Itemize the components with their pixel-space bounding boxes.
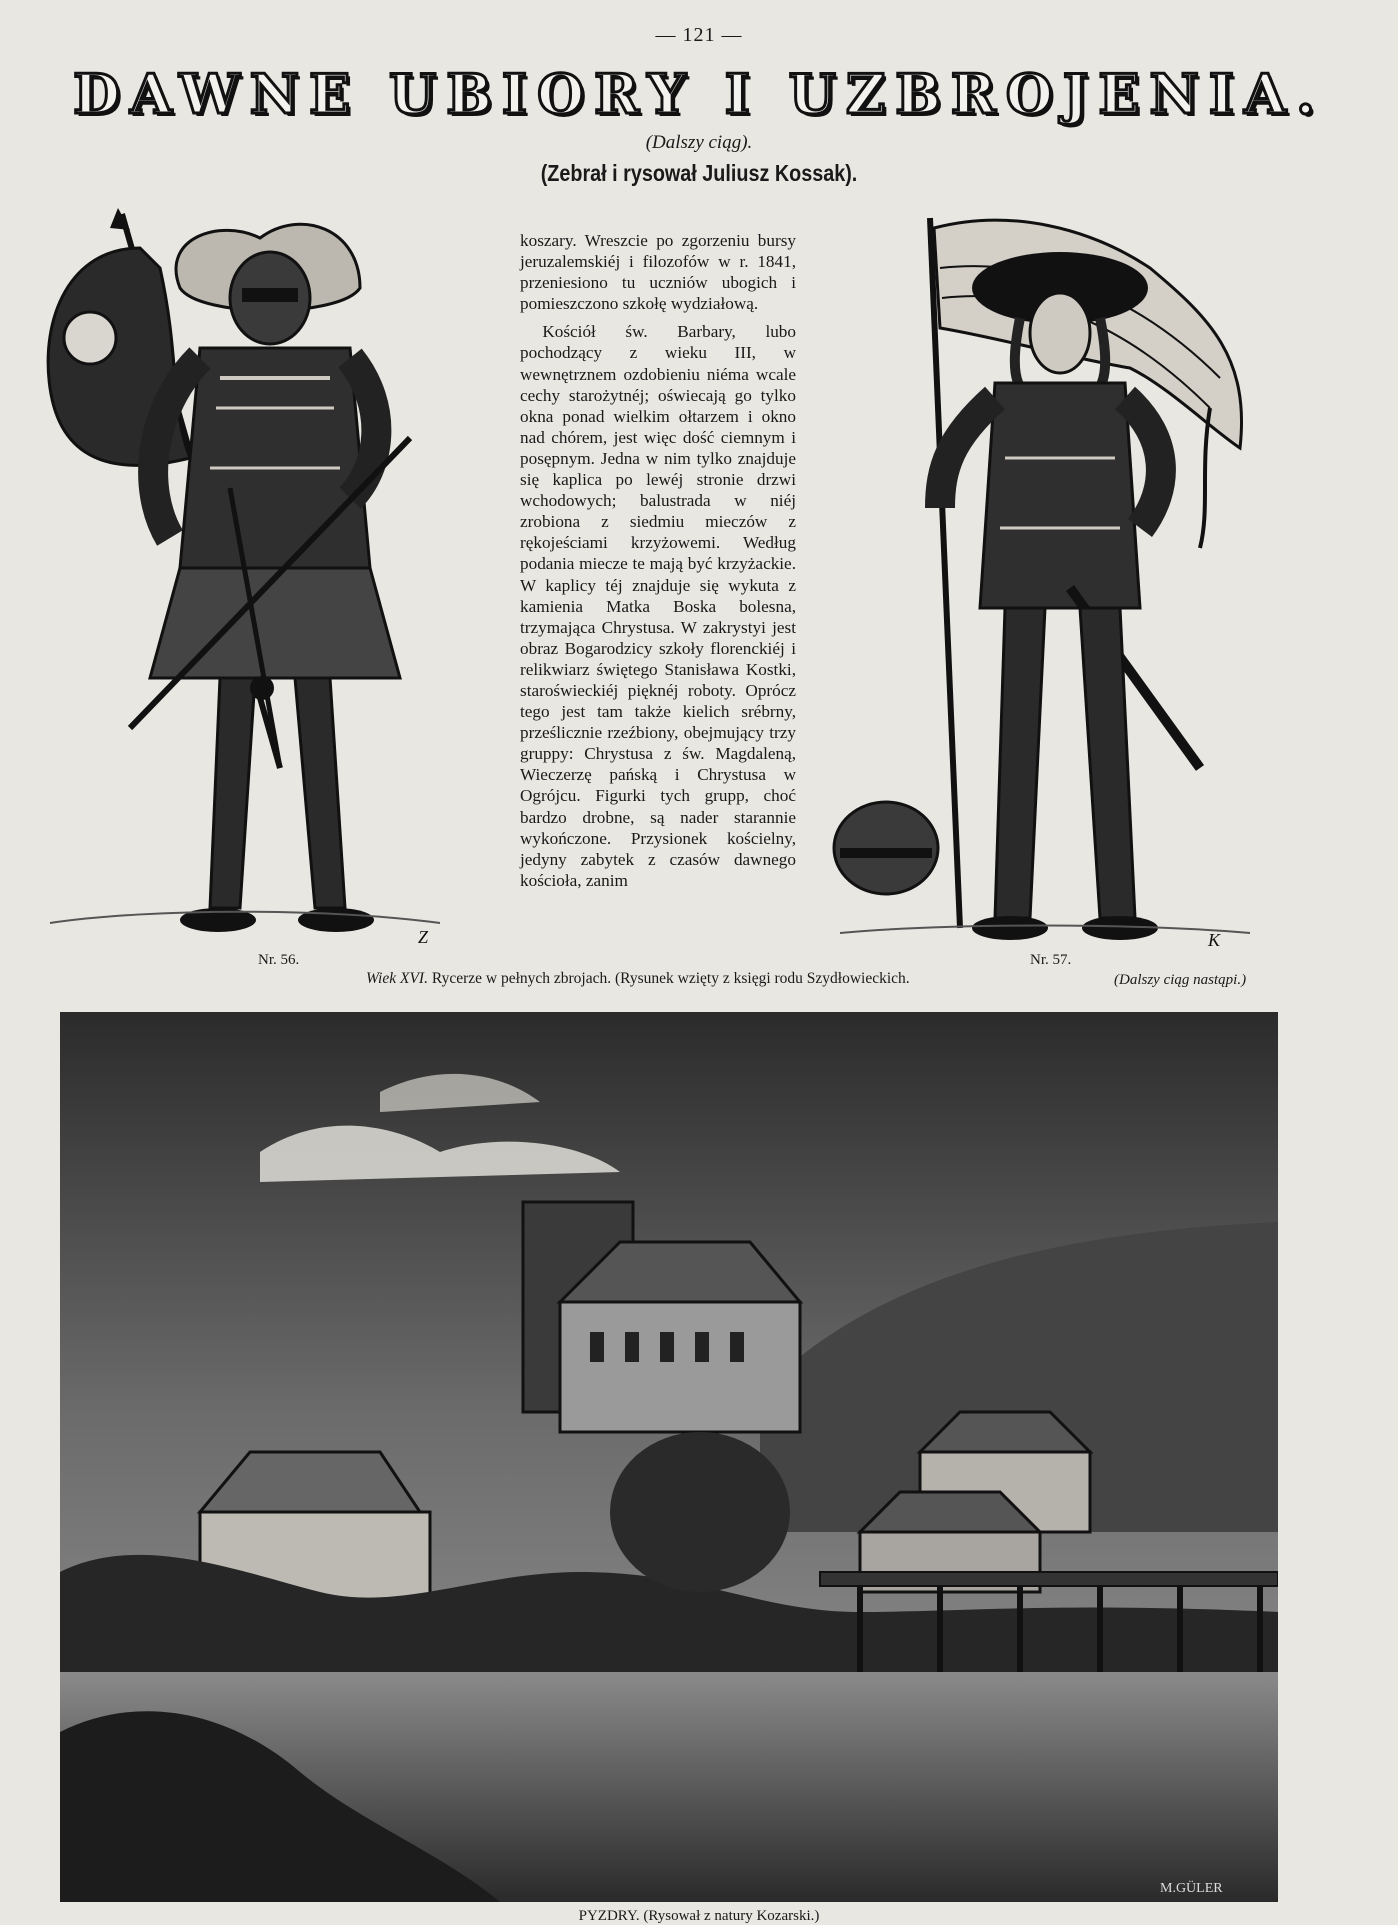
armor-torso [180, 348, 370, 568]
continued-note: (Dalszy ciąg nastąpi.) [1114, 972, 1247, 988]
figure-label-57: Nr. 57. [1030, 952, 1072, 968]
church-nave [560, 1302, 800, 1432]
landscape-caption: PYZDRY. (Rysował z natury Kozarski.) [578, 1908, 820, 1924]
article-paragraph: Kościół św. Barbary, lubo pochodzący z wieku III, w wewnętrznem ozdobieniu niéma wcale cechy starożytnéj; oświecają go tylko okna ponad wielkim ołtarzem i okno nad chórem, jest więc dość ciemnym i posępnym. Jedna w nim tylko znajduje się kaplica po lewéj stronie drzwi wchodowych; balustrada w niéj zrobiona z siedmiu mieczów z rękojeściami krzyżowemi. Według podania miecze te mają być krzyżackie. W kaplicy téj znajduje się wykuta z kamienia Matka Boska bolesna, trzymająca Chrystusa. W zakrystyi jest obraz Bogarodzicy szkoły florenckiéj i relikwiarz świętego Stanisława Kostki, staroświeckiéj pięknéj roboty. Oprócz tego jest tam także kielich srébrny, prześlicznie rzeźbiony, obejmujący trzy gruppy: Chrystusa z św. Magdaleną, Wieczerzę pańską i Chrystusa w Ogrójcu. Figurki tych grupp, choć bardzo drobne, są nader starannie wykończone. Przysionek kościelny, jedyny zabytek z czasów dawnego kościoła, zanim [520, 322, 796, 890]
knights-caption-era: Wiek XVI. [366, 970, 428, 987]
subtitle: (Dalszy ciąg). [645, 132, 753, 153]
knights-caption-text: Rycerze w pełnych zbrojach. (Rysunek wzięty z księgi rodu Szydłowieckich. [427, 970, 910, 987]
knights-caption [366, 970, 910, 988]
figure-label-56: Nr. 56. [258, 952, 300, 968]
article-column [520, 230, 796, 891]
armor-torso [980, 383, 1140, 608]
bridge [820, 1572, 1278, 1586]
knight-right-illustration [830, 208, 1260, 948]
monogram-right: K [1208, 930, 1221, 948]
engraver-signature: M.GÜLER [1160, 1881, 1223, 1896]
monogram-left: Z [418, 927, 429, 947]
page-number: — 121 — [655, 24, 743, 46]
page-title: DAWNE UBIORY I UZBROJENIA. [73, 62, 1325, 126]
knight-left-illustration [30, 208, 450, 948]
article-paragraph: koszary. Wreszcie po zgorzeniu bursy jeruzalemskiéj i filozofów w r. 1841, przeniesiono tu uczniów ubogich i pomieszczono szkołę wydziałową. [520, 231, 796, 314]
byline: (Zebrał i rysował Juliusz Kossak). [540, 160, 858, 186]
pyzdry-landscape-illustration [60, 1012, 1278, 1902]
